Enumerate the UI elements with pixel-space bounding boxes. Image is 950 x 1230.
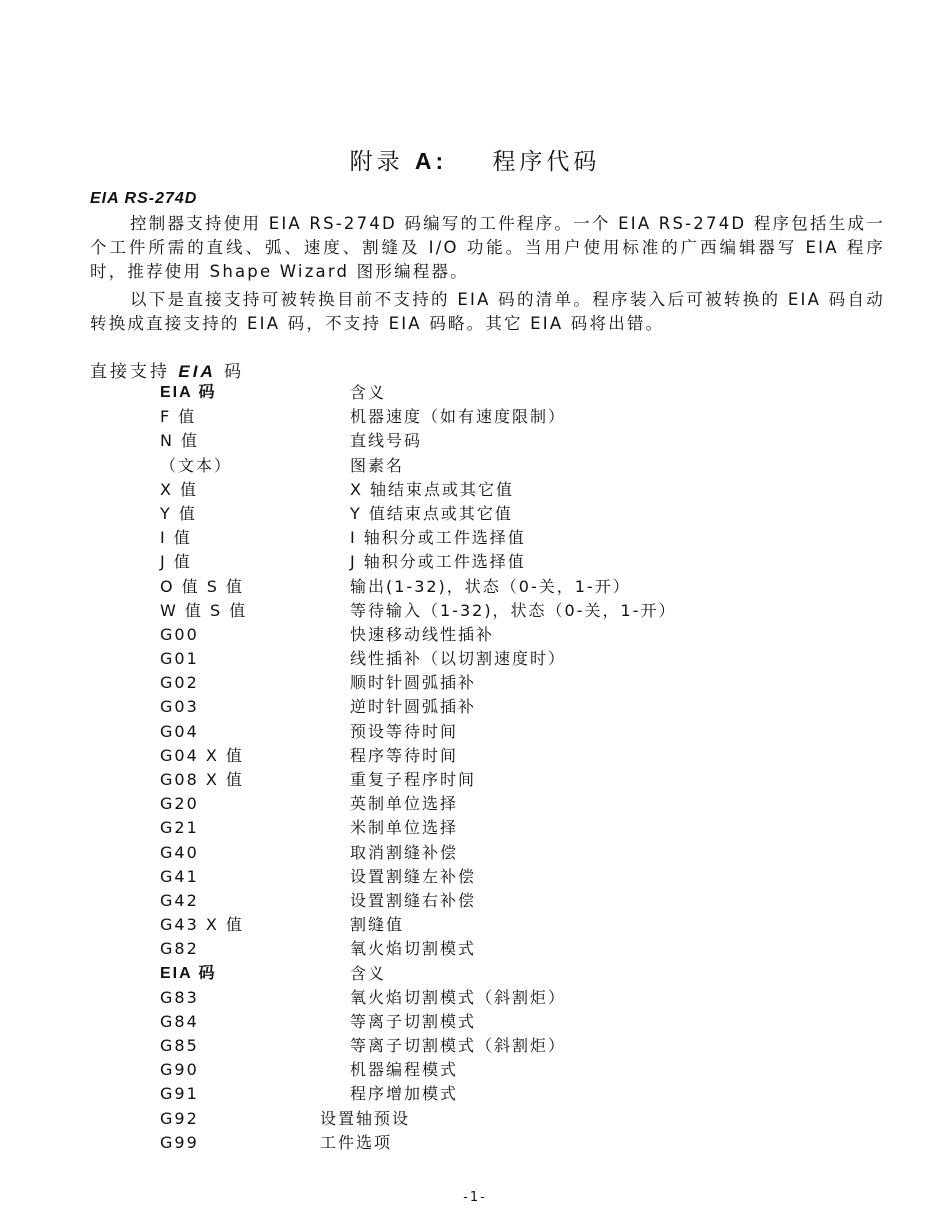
code-meaning: 等待输入（1-32)，状态（0-关，1-开） <box>350 600 677 620</box>
code-meaning: 设置割缝左补偿 <box>350 866 477 886</box>
eia-code: X 值 <box>160 479 199 499</box>
eia-code: （文本） <box>160 455 233 475</box>
eia-code: G82 <box>160 939 199 959</box>
code-meaning: 快速移动线性插补 <box>350 624 495 644</box>
code-meaning: J 轴积分或工件选择值 <box>350 552 526 572</box>
code-meaning: 图素名 <box>350 455 405 475</box>
intro-paragraph: 控制器支持使用 EIA RS-274D 码编写的工件程序。一个 EIA RS-274D 程序包括生成一个工件所需的直线、弧、速度、割缝及 I/O 功能。当用户使用标准的广西编辑器写 EIA 程序时，推荐使用 Shape Wizard 图形编程器。 <box>90 214 885 281</box>
eia-code: G83 <box>160 987 199 1007</box>
code-meaning: 线性插补（以切割速度时） <box>350 649 567 669</box>
eia-code: J 值 <box>160 552 192 572</box>
code-meaning: 机器编程模式 <box>350 1060 459 1080</box>
code-meaning: 含义 <box>350 963 387 983</box>
code-meaning: Y 值结束点或其它值 <box>350 503 513 523</box>
eia-code: G20 <box>160 794 199 814</box>
eia-code: G91 <box>160 1084 199 1104</box>
eia-code: G85 <box>160 1036 199 1056</box>
eia-code: W 值 S 值 <box>160 600 248 620</box>
code-meaning: 米制单位选择 <box>350 818 459 838</box>
eia-code: G21 <box>160 818 199 838</box>
page-number: -1- <box>463 1190 487 1205</box>
code-meaning: 工件选项 <box>320 1132 393 1152</box>
page-title <box>0 143 950 176</box>
code-meaning: 等离子切割模式（斜割炬） <box>350 1036 567 1056</box>
eia-code: G04 <box>160 721 199 741</box>
code-meaning: I 轴积分或工件选择值 <box>350 528 526 548</box>
eia-code: Y 值 <box>160 503 197 523</box>
eia-code: G00 <box>160 624 199 644</box>
eia-code: G92 <box>160 1108 199 1128</box>
list-intro-paragraph: 以下是直接支持可被转换目前不支持的 EIA 码的清单。程序装入后可被转换的 EIA 码自动转换成直接支持的 EIA 码，不支持 EIA 码略。其它 EIA 码将出错。 <box>90 290 885 333</box>
code-meaning: 程序等待时间 <box>350 745 459 765</box>
eia-code: G84 <box>160 1011 199 1031</box>
code-meaning: 重复子程序时间 <box>350 770 477 789</box>
subheading-prefix: 直接支持 <box>90 362 170 382</box>
code-meaning: 英制单位选择 <box>350 794 459 814</box>
code-meaning: 割缝值 <box>350 915 405 935</box>
eia-code: G40 <box>160 842 199 862</box>
title-text: 程序代码 <box>492 149 601 175</box>
code-meaning: 氧火焰切割模式 <box>350 939 477 959</box>
code-meaning: 程序增加模式 <box>350 1084 459 1104</box>
code-meaning: 逆时针圆弧插补 <box>350 697 477 717</box>
eia-code: G43 X 值 <box>160 915 244 935</box>
eia-code: G90 <box>160 1060 199 1080</box>
code-meaning: X 轴结束点或其它值 <box>350 479 515 499</box>
eia-code: G04 X 值 <box>160 745 244 765</box>
subheading-suffix: 码 <box>224 362 245 382</box>
title-code: A: <box>414 148 448 174</box>
code-meaning: 顺时针圆弧插补 <box>350 673 477 693</box>
code-meaning: 含义 <box>350 383 387 402</box>
code-meaning: 设置割缝右补偿 <box>350 890 477 910</box>
code-list-heading <box>90 357 244 382</box>
eia-code: EIA 码 <box>160 964 217 982</box>
code-meaning: 取消割缝补偿 <box>350 842 459 862</box>
code-meaning: 直线号码 <box>350 431 423 451</box>
code-meaning: 机器速度（如有速度限制） <box>350 407 567 427</box>
code-meaning: 预设等待时间 <box>350 721 459 741</box>
eia-code: G42 <box>160 890 199 910</box>
eia-code: G41 <box>160 866 199 886</box>
code-meaning: 氧火焰切割模式（斜割炬） <box>350 987 567 1007</box>
code-meaning: 等离子切割模式 <box>350 1011 477 1031</box>
eia-code: G03 <box>160 697 199 717</box>
eia-code: G02 <box>160 673 199 693</box>
title-prefix: 附录 <box>349 149 404 175</box>
eia-code: F 值 <box>160 407 197 427</box>
eia-code: I 值 <box>160 528 192 548</box>
eia-code: N 值 <box>160 431 200 451</box>
code-meaning: 输出(1-32)，状态（0-关，1-开） <box>350 576 631 596</box>
eia-code: G08 X 值 <box>160 770 244 789</box>
eia-code: O 值 S 值 <box>160 576 245 596</box>
subheading-code: EIA <box>178 362 216 381</box>
eia-code: G01 <box>160 649 199 669</box>
eia-code: G99 <box>160 1132 199 1152</box>
section-heading: EIA RS-274D <box>90 190 198 207</box>
eia-code: EIA 码 <box>160 384 217 401</box>
code-meaning: 设置轴预设 <box>320 1108 411 1128</box>
